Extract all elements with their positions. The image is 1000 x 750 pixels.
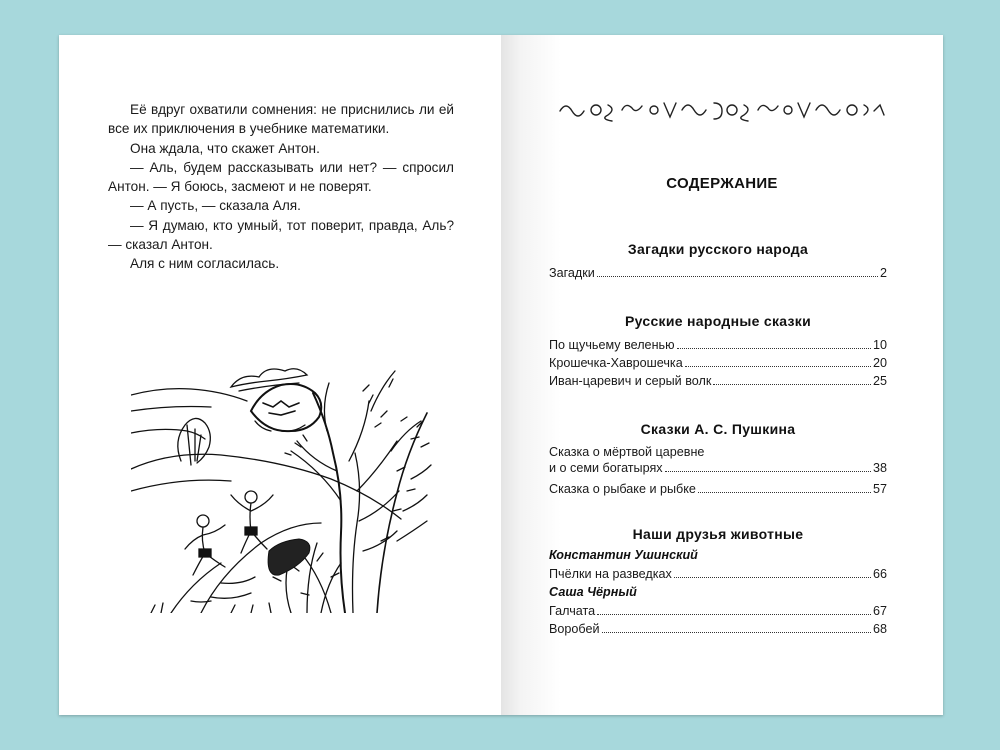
toc-entry[interactable] xyxy=(549,566,887,582)
children-running-illustration xyxy=(131,351,441,613)
toc-entry[interactable] xyxy=(549,373,887,389)
toc-entry-title: По щучьему веленью xyxy=(549,338,675,352)
toc-entry-title: Крошечка-Хаврошечка xyxy=(549,356,683,370)
dot-leader xyxy=(698,492,871,493)
toc-entry-page: 68 xyxy=(872,622,887,636)
toc-entry-title: Иван-царевич и серый волк xyxy=(549,374,712,388)
left-page xyxy=(59,35,501,715)
paragraph: Она ждала, что скажет Антон. xyxy=(130,140,320,156)
toc-section-title: Наши друзья животные xyxy=(632,526,804,542)
toc-entry-page: 10 xyxy=(872,338,887,352)
toc-entry[interactable] xyxy=(549,355,887,371)
toc-entry-title: Сказка о рыбаке и рыбке xyxy=(549,482,696,496)
toc-section-title: Сказки А. С. Пушкина xyxy=(640,421,796,437)
toc-entry-title: Загадки xyxy=(549,266,595,280)
toc-author: Саша Чёрный xyxy=(549,585,637,599)
toc-title: СОДЕРЖАНИЕ xyxy=(666,175,778,192)
dot-leader xyxy=(602,632,871,633)
toc-entry-page: 20 xyxy=(872,356,887,370)
paragraph: — А пусть, — сказала Аля. xyxy=(130,198,301,214)
toc-author: Константин Ушинский xyxy=(549,548,698,562)
toc-section-title: Загадки русского народа xyxy=(627,241,809,257)
toc-entry[interactable] xyxy=(549,337,887,353)
toc-section-title: Русские народные сказки xyxy=(625,313,811,329)
dot-leader xyxy=(674,577,871,578)
toc-entry-title: Пчёлки на разведках xyxy=(549,567,672,581)
dot-leader xyxy=(597,276,878,277)
toc-entry[interactable] xyxy=(549,481,887,497)
paragraph: Её вдруг охватили сомнения: не приснились ли ей все их приключения в учебнике математики. xyxy=(108,102,454,137)
right-page xyxy=(501,35,943,715)
dot-leader xyxy=(685,366,871,367)
toc-entry[interactable] xyxy=(549,603,887,619)
dot-leader xyxy=(713,384,871,385)
ornament-border xyxy=(556,97,886,123)
dot-leader xyxy=(665,471,871,472)
toc-entry-page: 67 xyxy=(872,604,887,618)
toc-entry-page: 2 xyxy=(879,266,887,280)
paragraph: Аля с ним согласилась. xyxy=(130,256,280,272)
story-text xyxy=(108,100,454,274)
toc-entry-title: Галчата xyxy=(549,604,596,618)
toc-entry[interactable] xyxy=(549,621,887,637)
toc-entry-title-line2: и о семи богатырях xyxy=(549,461,663,475)
paragraph: — Аль, будем рассказывать или нет? — спросил Антон. — Я боюсь, засмеют и не поверят. xyxy=(108,159,454,195)
toc-entry-page: 57 xyxy=(872,482,887,496)
toc-entry-title: Воробей xyxy=(549,622,600,636)
dot-leader xyxy=(597,614,871,615)
toc-entry-page: 38 xyxy=(872,461,887,475)
toc-entry-page: 66 xyxy=(872,567,887,581)
toc-entry-title-line1: Сказка о мёртвой царевне xyxy=(549,445,705,459)
toc-entry[interactable] xyxy=(549,265,887,281)
toc-entry-page: 25 xyxy=(872,374,887,388)
toc-entry[interactable] xyxy=(549,444,887,476)
book-spread xyxy=(59,35,943,715)
paragraph: — Я думаю, кто умный, тот поверит, правда, Аль? — сказал Антон. xyxy=(108,217,454,253)
dot-leader xyxy=(677,348,871,349)
